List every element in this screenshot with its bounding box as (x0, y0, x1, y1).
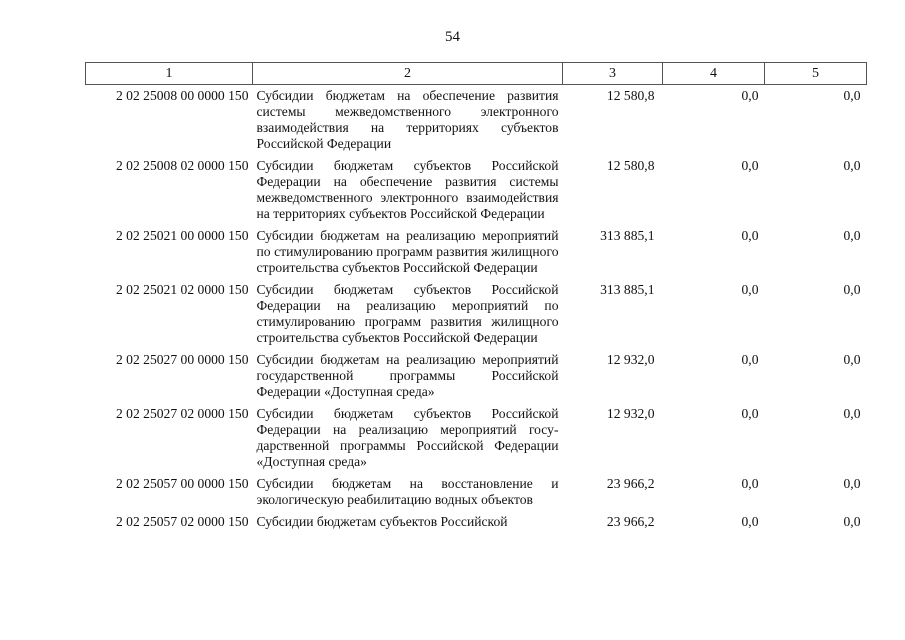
item-name: Субсидии бюджетам на реализацию мероприятий государственной программы Российской Федерации «Доступная среда» (256, 352, 559, 399)
value-column-3: 12 580,8 (606, 158, 655, 173)
value-column-4: 0,0 (741, 476, 759, 491)
budget-code: 2 02 25021 00 0000 150 (115, 228, 249, 243)
budget-code: 2 02 25021 02 0000 150 (115, 282, 249, 297)
value-column-5: 0,0 (843, 282, 861, 297)
item-name: Субсидии бюджетам субъектов Российской (256, 514, 508, 529)
item-name: Субсидии бюджетам на восстановление и экологическую реабилитацию водных объектов (256, 476, 559, 507)
value-column-4: 0,0 (741, 514, 759, 529)
column-header-2: 2 (253, 63, 563, 85)
value-column-5: 0,0 (843, 228, 861, 243)
value-column-5: 0,0 (843, 88, 861, 103)
table-row (86, 514, 867, 536)
value-column-3: 313 885,1 (600, 282, 655, 297)
table-row (86, 406, 867, 476)
column-header-3: 3 (563, 63, 663, 85)
page-number: 54 (445, 29, 460, 45)
table-row (86, 282, 867, 352)
value-column-3: 23 966,2 (606, 514, 655, 529)
value-column-3: 23 966,2 (606, 476, 655, 491)
column-header-5: 5 (765, 63, 867, 85)
table-row (86, 228, 867, 282)
value-column-4: 0,0 (741, 406, 759, 421)
column-header-1: 1 (86, 63, 253, 85)
budget-table (85, 62, 867, 536)
value-column-5: 0,0 (843, 514, 861, 529)
budget-code: 2 02 25008 00 0000 150 (115, 88, 249, 103)
value-column-5: 0,0 (843, 476, 861, 491)
value-column-3: 12 932,0 (606, 352, 655, 367)
value-column-3: 313 885,1 (600, 228, 655, 243)
table-row (86, 85, 867, 159)
value-column-4: 0,0 (741, 282, 759, 297)
budget-code: 2 02 25008 02 0000 150 (115, 158, 249, 173)
item-name: Субсидии бюджетам на обеспечение развития системы межведомственного электронного взаимодействия на территориях субъектов Российской Федерации (256, 88, 559, 151)
value-column-5: 0,0 (843, 406, 861, 421)
value-column-5: 0,0 (843, 158, 861, 173)
value-column-3: 12 932,0 (606, 406, 655, 421)
value-column-4: 0,0 (741, 88, 759, 103)
budget-code: 2 02 25057 00 0000 150 (115, 476, 249, 491)
table-row (86, 352, 867, 406)
budget-code: 2 02 25057 02 0000 150 (115, 514, 249, 529)
item-name: Субсидии бюджетам субъектов Российской Федерации на реализацию мероприятий по стимулированию программ развития жилищного строительства субъектов Российской Федерации (256, 282, 559, 345)
item-name: Субсидии бюджетам субъектов Российской Федерации на реализацию мероприятий государственной программы Российской Федерации «Доступная среда» (256, 406, 559, 469)
table-row (86, 476, 867, 514)
column-header-4: 4 (663, 63, 765, 85)
value-column-4: 0,0 (741, 352, 759, 367)
value-column-3: 12 580,8 (606, 88, 655, 103)
table-header-row (86, 63, 867, 85)
budget-code: 2 02 25027 00 0000 150 (115, 352, 249, 367)
value-column-4: 0,0 (741, 228, 759, 243)
budget-code: 2 02 25027 02 0000 150 (115, 406, 249, 421)
value-column-5: 0,0 (843, 352, 861, 367)
table-row (86, 158, 867, 228)
item-name: Субсидии бюджетам субъектов Российской Федерации на обеспечение развития системы межведомственного электронного взаимодействия на территориях субъектов Российской Федерации (256, 158, 559, 221)
value-column-4: 0,0 (741, 158, 759, 173)
item-name: Субсидии бюджетам на реализацию мероприятий по стимулированию программ развития жилищного строительства субъектов Российской Федерации (256, 228, 559, 275)
